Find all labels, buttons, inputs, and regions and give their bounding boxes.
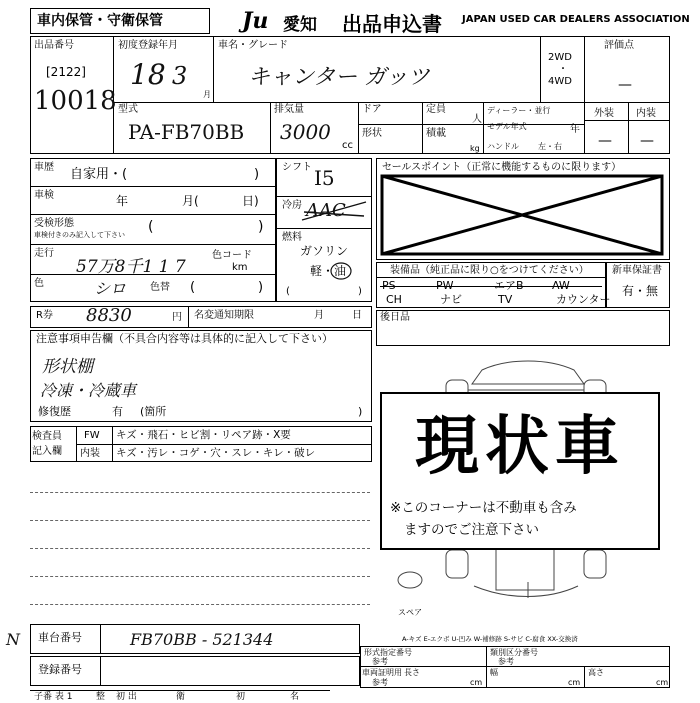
repair-history-close: ) xyxy=(358,405,363,418)
name-change-day: 日 xyxy=(352,310,362,321)
repair-history-location: (箇所 xyxy=(140,405,167,418)
spare-tire-icon xyxy=(398,572,422,588)
width-label: 幅 xyxy=(490,668,498,677)
interior-check-text: キズ・汚レ・コゲ・穴・スレ・キレ・破レ xyxy=(116,447,316,459)
equipment-item: TV xyxy=(498,293,513,306)
displacement-value: 3000 xyxy=(280,120,331,144)
cert-open: ( xyxy=(148,219,154,235)
ac-value: AAC xyxy=(306,200,346,221)
fw-text: キズ・飛石・ヒビ割・リペア跡・X要 xyxy=(116,429,291,441)
inspector-entry-label: 記入欄 xyxy=(32,446,62,457)
color-value: シロ xyxy=(94,279,127,298)
model-year-label: モデル年式 xyxy=(487,122,527,131)
org-english: JAPAN USED CAR DEALERS ASSOCIATION xyxy=(462,14,690,25)
equipment-item: PS xyxy=(382,279,396,292)
reference-label-2: 参考 xyxy=(498,657,514,666)
equipment-item: CH xyxy=(386,293,402,306)
name-change-month: 月 xyxy=(314,310,324,321)
capacity-label: 定員 xyxy=(426,104,446,115)
bottom-label: 初 出 xyxy=(116,692,137,702)
fuel-diesel: 軽・油 xyxy=(310,264,347,278)
drive-4wd: 4WD xyxy=(548,76,572,87)
reg-number-label: 登録番号 xyxy=(38,663,82,676)
shape-label: 形状 xyxy=(362,128,382,139)
load-unit: kg xyxy=(470,144,480,153)
color-change-open: ( xyxy=(190,280,196,295)
history-value: 自家用・( xyxy=(70,167,128,182)
equipment-item: AW xyxy=(552,279,570,292)
displacement-unit: cc xyxy=(342,140,353,151)
model-type-label: 型式 xyxy=(118,104,138,115)
height-label: 高さ xyxy=(588,668,604,677)
bottom-label: 子番 表 1 xyxy=(34,692,73,702)
recycle-value: 8830 xyxy=(86,305,132,326)
equipment-item: カウンター xyxy=(556,293,611,306)
mileage-unit: km xyxy=(232,262,248,273)
history-label: 車歴 xyxy=(34,162,54,173)
postfit-box xyxy=(376,310,670,346)
model-type: PA-FB70BB xyxy=(128,120,245,144)
inspector-label: 検査員 xyxy=(32,431,62,442)
recycle-label: R券 xyxy=(36,310,53,321)
bottom-label: 整 xyxy=(96,692,106,702)
repair-history-label: 修復歴 xyxy=(38,405,71,418)
color-change-close: ) xyxy=(258,280,264,295)
repair-history-value: 有 xyxy=(112,405,123,418)
type-designation-label: 形式指定番号 xyxy=(364,648,412,657)
interior-value: — xyxy=(640,133,654,149)
inspection-year: 年 xyxy=(116,194,129,208)
equipment-strike xyxy=(380,286,602,287)
lot-sub-number: [2122] xyxy=(46,65,86,79)
sales-point-crossout xyxy=(378,174,668,258)
drive-separator: ・ xyxy=(558,64,568,75)
vehicle-info-grid xyxy=(30,36,670,154)
first-registration-label: 初度登録年月 xyxy=(118,40,178,51)
color-change-label: 色替 xyxy=(150,282,170,293)
sales-point-label: セールスポイント（正常に機能するものに限ります） xyxy=(382,162,622,173)
interior-check-label: 内装 xyxy=(80,448,100,459)
load-label: 積載 xyxy=(426,128,446,139)
cert-type-note: 車検付きのみ記入して下さい xyxy=(34,231,125,239)
month-unit: 月 xyxy=(203,90,211,99)
chassis-number: FB70BB - 521344 xyxy=(130,630,274,649)
storage-tag-box xyxy=(30,8,210,34)
color-code-label: 色コード xyxy=(212,250,252,261)
cert-close: ) xyxy=(258,219,264,235)
reference-label-1: 参考 xyxy=(372,657,388,666)
name-change-label: 名変通知期限 xyxy=(194,310,254,321)
spare-label: スペア xyxy=(398,608,422,617)
warranty-label: 新車保証書 xyxy=(612,265,662,276)
side-mark: N xyxy=(6,630,20,649)
lot-number: 10018 xyxy=(34,86,117,116)
inspection-day: 日) xyxy=(242,194,259,208)
equipment-item: PW xyxy=(436,279,454,292)
handle-label: ハンドル xyxy=(487,142,519,151)
shift-label: シフト xyxy=(282,162,312,173)
fuel-gasoline: ガソリン xyxy=(300,244,349,258)
drive-2wd: 2WD xyxy=(548,52,572,63)
notes-line1: 形状棚 xyxy=(42,357,93,377)
length-label: 長さ xyxy=(404,668,420,677)
ju-logo: Ju xyxy=(242,8,269,34)
dealer-label: ディーラー・並行 xyxy=(487,106,551,115)
ac-label: 冷房 xyxy=(282,200,302,211)
width-unit: cm xyxy=(568,678,581,687)
as-is-stamp xyxy=(380,392,660,550)
exterior-value: — xyxy=(598,133,612,149)
fw-label: FW xyxy=(84,430,100,441)
rating-value: — xyxy=(618,77,632,93)
bottom-label: 初 xyxy=(236,692,246,702)
bottom-label: 衛 xyxy=(176,692,186,702)
inspection-label: 車検 xyxy=(34,190,54,201)
form-title: 出品申込書 xyxy=(342,12,442,36)
fuel-close: ) xyxy=(358,286,362,297)
as-is-title: 現状車 xyxy=(415,410,625,484)
equipment-item: ナビ xyxy=(440,293,462,306)
warranty-value: 有・無 xyxy=(622,284,659,298)
ac-scribble xyxy=(300,198,368,226)
color-label: 色 xyxy=(34,278,44,289)
registration-month: 3 xyxy=(172,62,188,90)
rating-label: 評価点 xyxy=(604,40,634,51)
model-name: キャンター ガッツ xyxy=(248,65,430,90)
stamp-note-line2: ますのでご注意下さい xyxy=(404,522,539,538)
postfit-label: 後日品 xyxy=(380,312,410,323)
shift-value: I5 xyxy=(314,166,335,190)
damage-legend: A-キズ E-エクボ U-凹み W-補修跡 S-サビ C-腐食 XX-交換済 xyxy=(402,635,578,643)
interior-label: 内装 xyxy=(636,108,656,119)
model-name-label: 車名・グレード xyxy=(218,40,288,51)
height-unit: cm xyxy=(656,678,669,687)
history-close: ) xyxy=(254,167,260,182)
inspection-month: 月( xyxy=(182,194,199,208)
doors-label: ドア xyxy=(362,104,382,115)
length-unit: cm xyxy=(470,678,483,687)
fuel-open: ( xyxy=(286,286,290,297)
equipment-item: エアB xyxy=(494,279,524,292)
notes-label: 注意事項申告欄（不具合内容等は具体的に記入して下さい） xyxy=(36,332,333,345)
exterior-label: 外装 xyxy=(594,108,614,119)
category-label: 類別区分番号 xyxy=(490,648,538,657)
chassis-label: 車台番号 xyxy=(38,631,82,644)
mileage-label: 走行 xyxy=(34,248,54,259)
notes-line2: 冷凍・冷蔵車 xyxy=(40,381,137,400)
capacity-unit: 人 xyxy=(472,114,482,125)
stamp-note-line1: ※このコーナーは不動車も含み xyxy=(390,500,577,516)
handle-value: 左・右 xyxy=(538,142,562,151)
fuel-label: 燃料 xyxy=(282,232,302,243)
org-name: 愛知 xyxy=(283,15,317,35)
displacement-label: 排気量 xyxy=(274,104,304,115)
registration-year: 18 xyxy=(130,58,166,91)
reference-label-3: 参考 xyxy=(372,678,388,687)
cert-length-label: 車両証明用 xyxy=(362,668,402,677)
storage-tag: 車内保管・守衛保管 xyxy=(37,13,163,29)
recycle-unit: 円 xyxy=(172,312,182,323)
bottom-label: 名 xyxy=(290,692,300,702)
fuel-circle xyxy=(330,262,352,280)
equipment-label: 装備品（純正品に限り○をつけてください） xyxy=(390,265,589,276)
lot-number-label: 出品番号 xyxy=(34,40,74,51)
mileage-value: 57万8千1 1 7 xyxy=(76,257,186,277)
model-year-unit: 年 xyxy=(570,124,580,135)
cert-type-label: 受検形態 xyxy=(34,218,74,229)
